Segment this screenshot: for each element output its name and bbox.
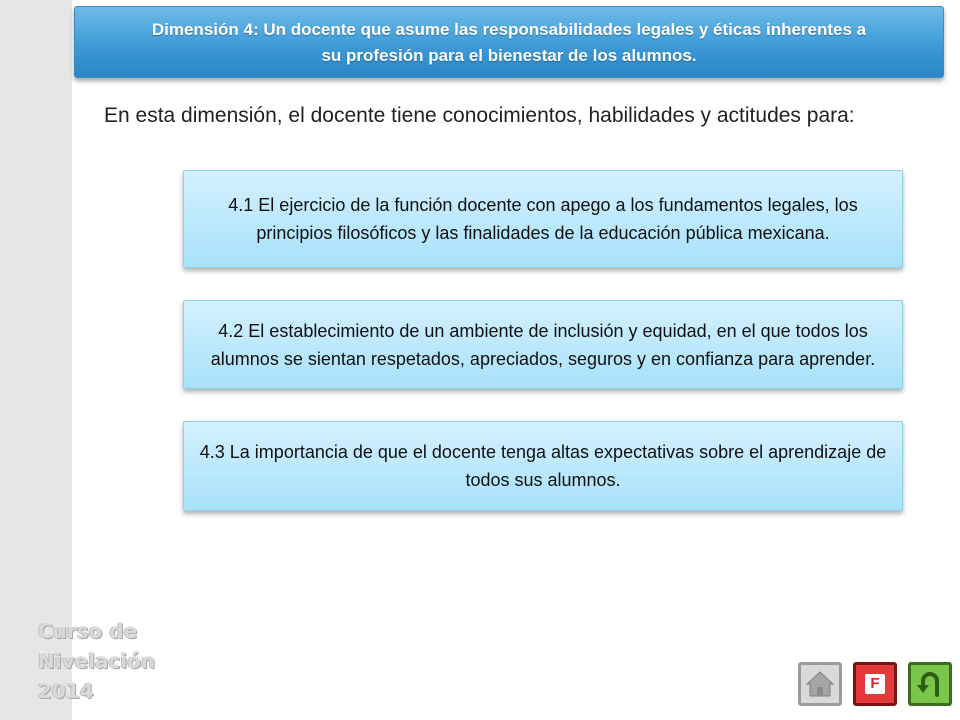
competency-text: 4.1 El ejercicio de la función docente con apego a los fundamentos legales, los principios filosóficos y las finalidades de la educación pública mexicana.	[228, 195, 858, 243]
home-icon	[805, 670, 835, 698]
course-label	[38, 616, 198, 706]
competency-box-4-1	[183, 170, 903, 268]
competency-text: 4.2 El establecimiento de un ambiente de inclusión y equidad, en el que todos los alumnos se sientan respetados, apreciados, seguros y en confianza para aprender.	[210, 320, 876, 369]
return-button[interactable]	[908, 662, 952, 706]
title-line-1: Dimensión 4: Un docente que asume las responsabilidades legales y éticas inherentes a	[151, 20, 867, 39]
title-line-2: su profesión para el bienestar de los alumnos.	[321, 46, 697, 65]
competency-box-4-3	[183, 421, 903, 511]
left-sidebar-strip	[0, 0, 72, 720]
f-button-label: F	[865, 674, 885, 694]
competency-text: 4.3 La importancia de que el docente tenga altas expectativas sobre el aprendizaje de todos sus alumnos.	[199, 442, 887, 490]
home-button[interactable]	[798, 662, 842, 706]
f-button[interactable]	[853, 662, 897, 706]
u-turn-return-icon	[915, 669, 945, 699]
course-label-line1: Curso de	[38, 619, 138, 643]
intro-text: En esta dimensión, el docente tiene conocimientos, habilidades y actitudes para:	[104, 104, 855, 127]
course-label-line2: Nivelación	[38, 649, 156, 673]
course-label-year: 2014	[38, 679, 94, 703]
dimension-title-banner	[74, 6, 944, 78]
competency-box-4-2	[183, 300, 903, 389]
